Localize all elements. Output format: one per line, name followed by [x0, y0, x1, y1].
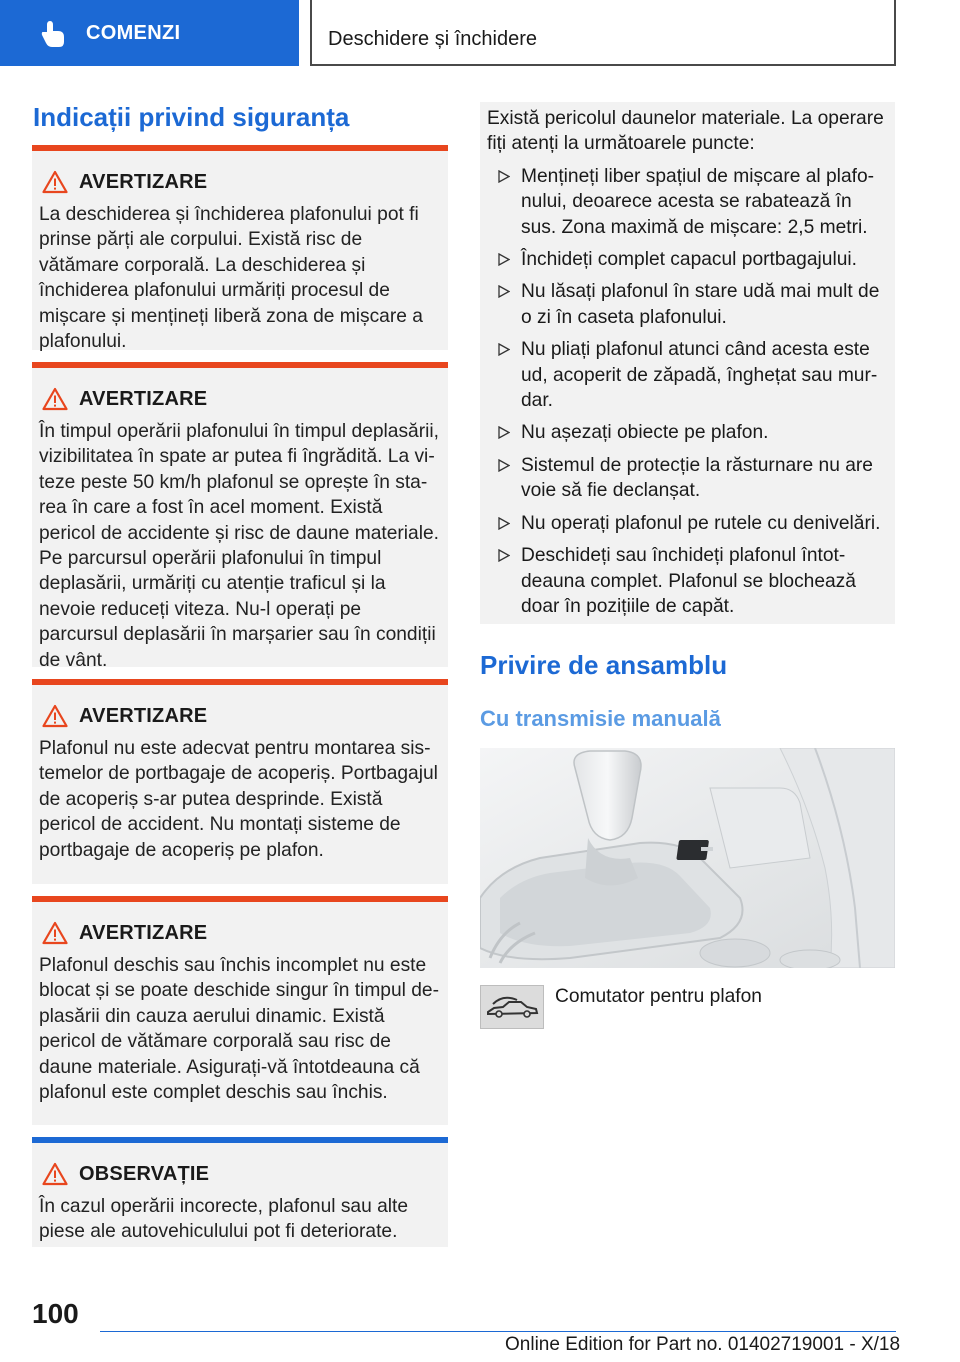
warning-text: Plafonul deschis sau închis incomplet nu este blocat și se poate deschide singur în timpul deplasării din cauza aerului dinamic. Există pericol de vătămare corporală sau risc de daune materiale. Asigurați-vă întotdeauna că plafonul este complet deschis sau închis. [39, 955, 439, 1104]
warning-triangle-icon [42, 704, 68, 728]
list-item-text: Nu pliați plafonul atunci când acesta este ud, acoperit de zăpadă, înghețat sau murdar. [521, 339, 878, 412]
edition-note: Online Edition for Part no. 01402719001 - X/18 [505, 1334, 901, 1355]
warning-bar [32, 679, 448, 685]
list-item-text: Sistemul de protecție la răsturnare nu are voie să fie declanșat. [521, 454, 873, 502]
triangle-bullet-icon [498, 459, 510, 472]
notice-bar [32, 1137, 448, 1143]
warning-bar [32, 896, 448, 902]
warning-bar [32, 145, 448, 151]
list-item-text: Mențineți liber spațiul de mișcare al plafonului, deoarece acesta se rabatează în sus. Zona maximă de mișcare: 2,5 metri. [521, 165, 875, 238]
chapter-tab[interactable] [0, 0, 299, 66]
triangle-bullet-icon [498, 517, 510, 530]
overview-subtitle: Cu transmisie manuală [480, 706, 721, 731]
section-header [310, 0, 896, 66]
triangle-bullet-icon [498, 285, 510, 298]
list-item [487, 511, 887, 536]
warning-heading: AVERTIZARE [79, 704, 208, 727]
legend-roof-switch-label: Comutator pentru plafon [555, 986, 762, 1007]
notice-heading: OBSERVAȚIE [79, 1162, 210, 1185]
safety-section-title: Indicații privind siguranța [33, 102, 350, 132]
page-number: 100 [32, 1298, 79, 1329]
caution-intro: Există pericolul daunelor materiale. La operare fiți atenți la următoarele puncte: [487, 108, 884, 155]
list-item-text: Închideți complet capacul portbagajului. [521, 249, 857, 271]
roof-switch-icon [480, 985, 544, 1029]
list-item-text: Nu așezați obiecte pe plafon. [521, 422, 769, 444]
warning-triangle-icon [42, 921, 68, 945]
chapter-tab-label: COMENZI [86, 21, 181, 44]
warning-text: În timpul operării plafonului în timpul deplasării, vizibilitatea în spate ar putea fi îngrădită. La viteze peste 50 km/h plafonul se oprește în starea în care a fost în acel moment. Există pericol de accidente și risc de daune materiale. Pe parcursul operării plafonului în timpul deplasării, urmăriți cu atenție traficul și la nevoie reduceți viteza. Nu-l operați pe parcursul deplasării în marșarier sau în condiții de vânt. [39, 421, 439, 671]
warning-box-4 [32, 896, 448, 1125]
list-item [487, 164, 887, 240]
warning-bar [32, 362, 448, 368]
list-item [487, 420, 887, 445]
warning-triangle-icon [42, 1162, 68, 1186]
warning-heading: AVERTIZARE [79, 170, 208, 193]
footer-divider [100, 1331, 896, 1332]
notice-text: În cazul operării incorecte, plafonul sau alte piese ale autovehiculului pot fi deteriorate. [39, 1196, 409, 1243]
list-item-text: Deschideți sau închideți plafonul întotdeauna complet. Plafonul se blochează doar în pozițiile de capăt. [521, 545, 856, 617]
warning-box-1 [32, 145, 448, 353]
warning-heading: AVERTIZARE [79, 921, 208, 944]
warning-box-2 [32, 362, 448, 671]
triangle-bullet-icon [498, 343, 510, 356]
warning-heading: AVERTIZARE [79, 387, 208, 410]
list-item-text: Nu operați plafonul pe rutele cu denivelări. [521, 512, 881, 534]
triangle-bullet-icon [498, 170, 510, 183]
triangle-bullet-icon [498, 253, 510, 266]
list-item-text: Nu lăsați plafonul în stare udă mai mult de o zi în caseta plafonului. [521, 281, 880, 328]
warning-text: Plafonul nu este adecvat pentru montarea sistemelor de portbagaje de acoperiș. Portbagajul de acoperiș s-ar putea desprinde. Există pericol de accident. Nu montați sisteme de portbagaje de acoperiș pe plafon. [39, 738, 438, 861]
triangle-bullet-icon [498, 549, 510, 562]
list-item [487, 279, 887, 330]
list-item [487, 337, 887, 413]
overview-title: Privire de ansamblu [480, 650, 728, 680]
console-illustration [480, 748, 895, 968]
list-item [487, 247, 887, 272]
notice-box [32, 1137, 448, 1247]
section-header-label: Deschidere și închidere [328, 27, 537, 50]
caution-list [487, 164, 887, 620]
list-item [487, 543, 887, 619]
warning-triangle-icon [42, 170, 68, 194]
warning-box-3 [32, 679, 448, 884]
list-item [487, 453, 887, 504]
triangle-bullet-icon [498, 426, 510, 439]
warning-triangle-icon [42, 387, 68, 411]
hand-pointer-icon [34, 15, 70, 51]
warning-text: La deschiderea și închiderea plafonului pot fi prinse părți ale corpului. Există risc de vătămare corporală. La deschiderea și închiderea plafonului urmăriți procesul de mișcare și mențineți liberă zona de mișcare a plafonului. [39, 204, 423, 353]
caution-list-box [480, 102, 895, 624]
console-switch-photo [480, 748, 895, 968]
